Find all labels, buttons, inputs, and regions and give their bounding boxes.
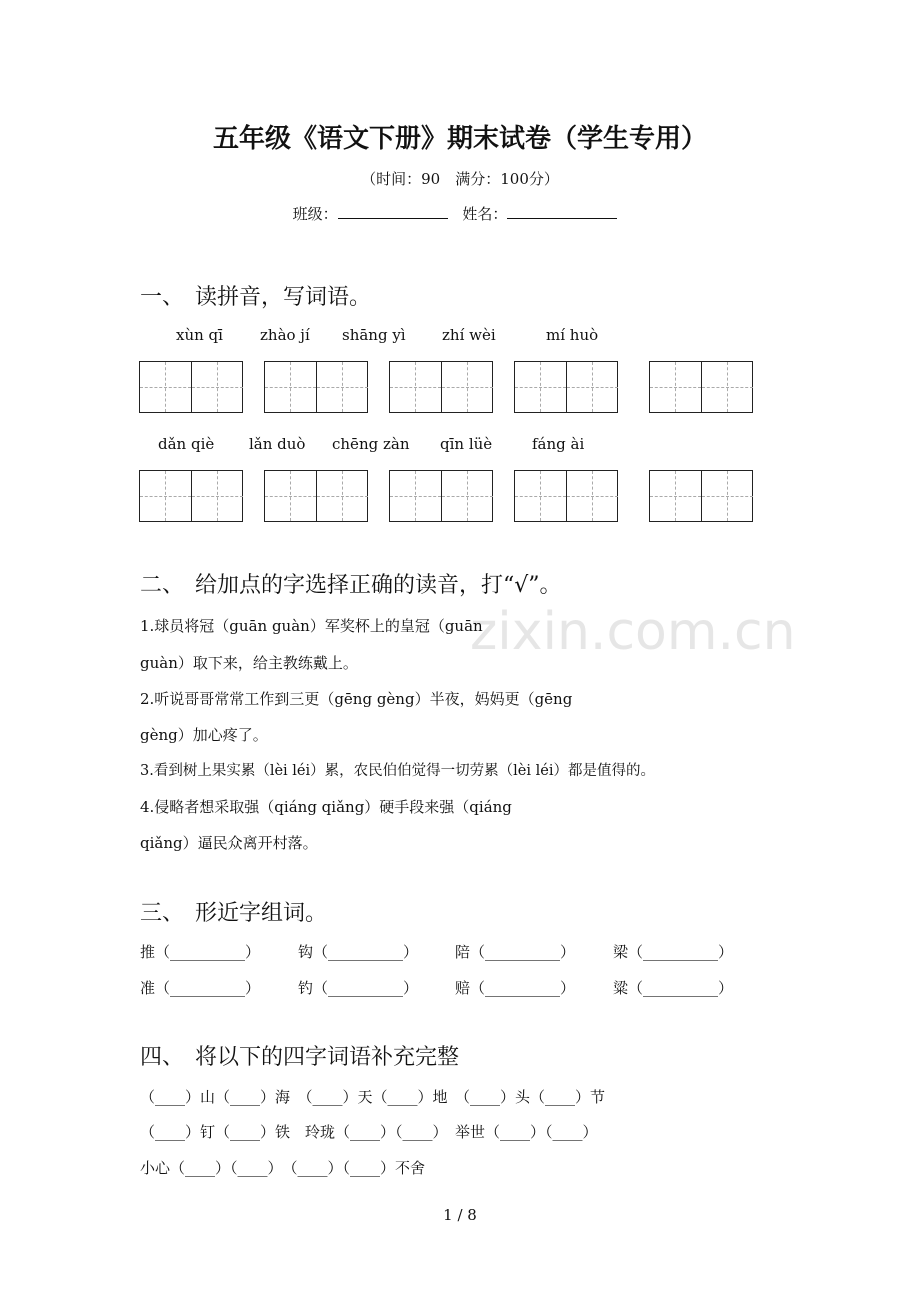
writing-box[interactable]: [264, 470, 368, 522]
writing-box[interactable]: [514, 361, 618, 413]
section-4-heading: 四、 将以下的四字词语补充完整: [140, 1045, 460, 1070]
word-blank[interactable]: 准（__________）: [140, 979, 261, 997]
section-3-heading: 三、 形近字组词。: [140, 901, 328, 926]
word-blank[interactable]: 推（__________）: [140, 943, 261, 961]
question-line: qiǎng）逼民众离开村落。: [140, 834, 318, 852]
pinyin-label: zhí wèi: [442, 326, 496, 344]
word-blank[interactable]: 赔（__________）: [455, 979, 576, 997]
name-label: 姓名：: [462, 205, 508, 223]
exam-title: 五年级《语文下册》期末试卷（学生专用）: [212, 124, 707, 154]
pinyin-label: xùn qī: [176, 326, 223, 344]
idiom-line[interactable]: 小心（____）（____） （____）（____）不舍: [140, 1159, 426, 1177]
idiom-line[interactable]: （____）山（____）海 （____）天（____）地 （____）头（____）节: [140, 1088, 606, 1106]
writing-box[interactable]: [389, 361, 493, 413]
writing-box[interactable]: [139, 361, 243, 413]
watermark: zixin.com.cn: [470, 602, 796, 662]
word-blank[interactable]: 梁（__________）: [613, 943, 734, 961]
pinyin-label: fáng ài: [532, 435, 585, 453]
exam-subtitle: （时间：90 满分：100分）: [361, 170, 559, 188]
question-line: guàn）取下来，给主教练戴上。: [140, 654, 358, 672]
class-label: 班级：: [292, 205, 338, 223]
writing-box[interactable]: [264, 361, 368, 413]
question-line: 1.球员将冠（guān guàn）军奖杯上的皇冠（guān: [140, 617, 483, 635]
pinyin-label: lǎn duò: [249, 435, 306, 453]
section-2-heading: 二、 给加点的字选择正确的读音，打“√”。: [140, 573, 562, 598]
pinyin-label: qīn lüè: [440, 435, 493, 453]
idiom-line[interactable]: （____）钉（____）铁 玲珑（____）（____） 举世（____）（____）: [140, 1123, 598, 1141]
pinyin-label: mí huò: [546, 326, 599, 344]
name-blank[interactable]: [507, 202, 617, 219]
question-line: 2.听说哥哥常常工作到三更（gēng gèng）半夜，妈妈更（gēng: [140, 690, 573, 708]
pinyin-label: zhào jí: [260, 326, 310, 344]
word-blank[interactable]: 粱（__________）: [613, 979, 734, 997]
question-line: 4.侵略者想采取强（qiáng qiǎng）硬手段来强（qiáng: [140, 798, 512, 816]
writing-box[interactable]: [139, 470, 243, 522]
pinyin-label: chēng zàn: [332, 435, 410, 453]
question-line: 3.看到树上果实累（lèi léi）累，农民伯伯觉得一切劳累（lèi léi）都是值得的。: [140, 763, 655, 779]
word-blank[interactable]: 钩（__________）: [298, 943, 419, 961]
pinyin-label: shāng yì: [342, 326, 406, 344]
question-line: gèng）加心疼了。: [140, 726, 268, 744]
pinyin-label: dǎn qiè: [158, 435, 215, 453]
section-1-heading: 一、 读拼音，写词语。: [140, 285, 372, 310]
word-blank[interactable]: 陪（__________）: [455, 943, 576, 961]
class-blank[interactable]: [338, 202, 448, 219]
page-number: 1 / 8: [443, 1206, 477, 1224]
word-blank[interactable]: 钓（__________）: [298, 979, 419, 997]
writing-box[interactable]: [389, 470, 493, 522]
writing-box[interactable]: [649, 470, 753, 522]
writing-box[interactable]: [649, 361, 753, 413]
student-info: [0, 202, 920, 224]
writing-box[interactable]: [514, 470, 618, 522]
